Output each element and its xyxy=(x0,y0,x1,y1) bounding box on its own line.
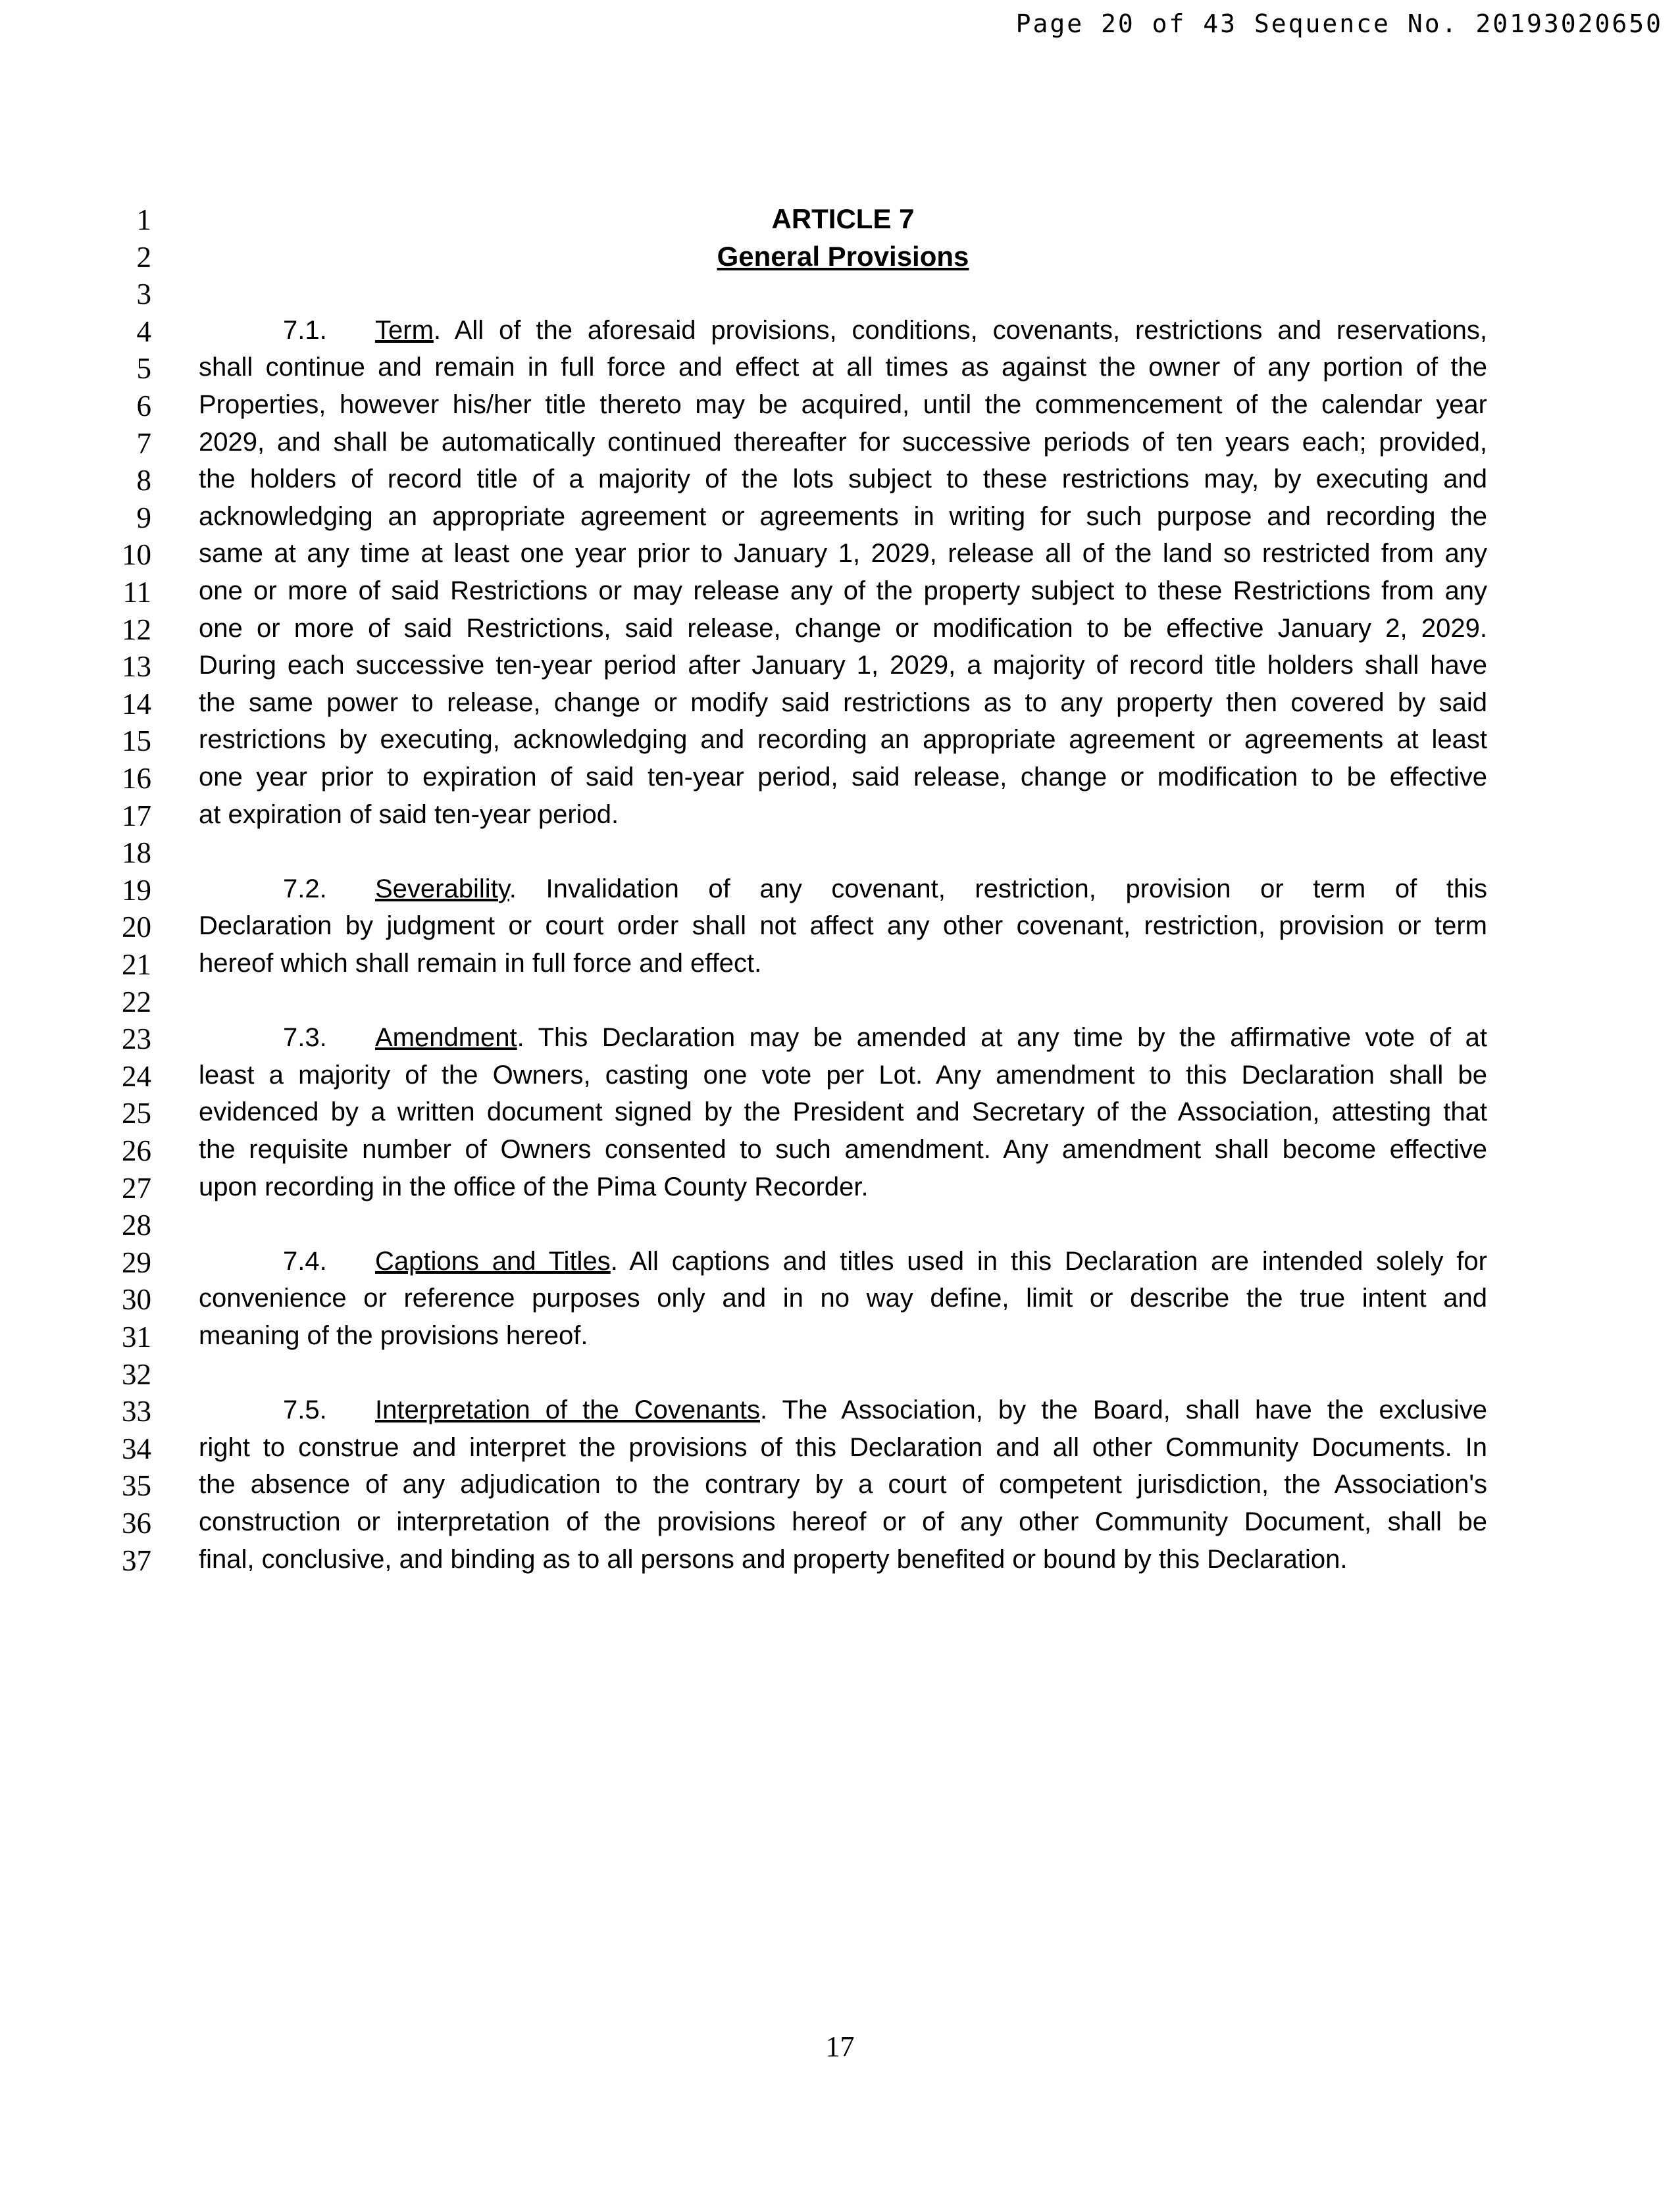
section-1-line: same at any time at least one year prior to January 1, 2029, release all of the land so restricted from any xyxy=(199,539,1487,568)
section-2-line: Declaration by judgment or court order shall not affect any other covenant, restriction, provision or term xyxy=(199,911,1487,941)
line-number: 21 xyxy=(122,948,151,981)
line-number: 19 xyxy=(122,873,151,907)
article-subtitle-text: General Provisions xyxy=(717,240,969,272)
section-1-line: one or more of said Restrictions or may release any of the property subject to these Restrictions from any xyxy=(199,576,1487,605)
line-number: 37 xyxy=(122,1544,151,1577)
section-3-line: evidenced by a written document signed by the President and Secretary of the Association, attesting that xyxy=(199,1097,1487,1127)
line-number: 11 xyxy=(122,576,151,609)
section-1-first-line xyxy=(199,317,1487,343)
line-number: 20 xyxy=(122,911,151,944)
section-3-line: the requisite number of Owners consented to such amendment. Any amendment shall become effective xyxy=(199,1135,1487,1164)
recording-stamp: Page 20 of 43 Sequence No. 20193020650 xyxy=(1015,9,1663,38)
line-number: 1 xyxy=(136,203,151,236)
section-text: . All of the aforesaid provisions, conditions, covenants, restrictions and reservations, xyxy=(433,315,1487,345)
section-4-first-line xyxy=(199,1248,1487,1274)
line-number: 33 xyxy=(122,1395,151,1428)
section-number: 7.5. xyxy=(283,1396,327,1425)
section-number: 7.4. xyxy=(283,1246,327,1276)
line-number: 14 xyxy=(122,687,151,720)
section-4-line: meaning of the provisions hereof. xyxy=(199,1321,588,1350)
section-2-first-line xyxy=(199,876,1487,902)
line-number: 17 xyxy=(122,799,151,832)
line-number: 16 xyxy=(122,762,151,795)
section-text: . The Association, by the Board, shall have the exclusive xyxy=(760,1396,1487,1425)
section-1-line: Properties, however his/her title thereto may be acquired, until the commencement of the calendar year xyxy=(199,390,1487,419)
line-number: 23 xyxy=(122,1022,151,1056)
section-text: . All captions and titles used in this Declaration are intended solely for xyxy=(610,1246,1487,1276)
line-number: 15 xyxy=(122,724,151,758)
section-number: 7.3. xyxy=(283,1023,327,1053)
section-2-line: hereof which shall remain in full force and effect. xyxy=(199,949,762,978)
article-title: ARTICLE 7 xyxy=(771,203,915,234)
section-5-first-line xyxy=(199,1397,1487,1423)
section-heading: Amendment xyxy=(375,1023,517,1053)
line-number: 6 xyxy=(136,390,151,422)
line-number: 34 xyxy=(122,1432,151,1465)
section-1-line: restrictions by executing, acknowledging and recording an appropriate agreement or agreements at least xyxy=(199,725,1487,755)
line-number: 27 xyxy=(122,1171,151,1205)
line-number: 10 xyxy=(122,538,151,572)
section-5-line: the absence of any adjudication to the contrary by a court of competent jurisdiction, the Association's xyxy=(199,1470,1487,1499)
line-number: 29 xyxy=(122,1245,151,1279)
line-number: 8 xyxy=(136,464,151,497)
section-1-line: acknowledging an appropriate agreement or agreements in writing for such purpose and recording the xyxy=(199,501,1487,531)
line-number: 7 xyxy=(136,426,151,460)
section-heading: Captions and Titles xyxy=(375,1246,611,1276)
section-text: . This Declaration may be amended at any time by the affirmative vote of at xyxy=(517,1023,1487,1053)
line-number: 25 xyxy=(122,1097,151,1130)
article-subtitle xyxy=(199,240,1487,272)
line-number: 5 xyxy=(136,352,151,386)
line-number: 12 xyxy=(122,613,151,646)
section-3-line: upon recording in the office of the Pima County Recorder. xyxy=(199,1172,869,1201)
section-3-first-line xyxy=(199,1024,1487,1051)
line-number: 32 xyxy=(122,1357,151,1391)
line-number: 2 xyxy=(136,240,151,274)
section-1-line: the holders of record title of a majority of the lots subject to these restrictions may, by executing and xyxy=(199,465,1487,494)
section-5-line: right to construe and interpret the provisions of this Declaration and all other Community Documents. In xyxy=(199,1432,1487,1462)
page-number: 17 xyxy=(825,2030,855,2063)
line-number: 3 xyxy=(136,278,151,311)
section-3-line: least a majority of the Owners, casting one vote per Lot. Any amendment to this Declaration shall be xyxy=(199,1060,1487,1090)
section-heading: Interpretation of the Covenants xyxy=(375,1396,761,1425)
section-5-line: final, conclusive, and binding as to all persons and property benefited or bound by this Declaration. xyxy=(199,1544,1348,1574)
section-1-line: 2029, and shall be automatically continued thereafter for successive periods of ten years each; provided, xyxy=(199,427,1487,457)
line-number: 35 xyxy=(122,1469,151,1503)
line-number: 9 xyxy=(136,501,151,534)
line-number: 18 xyxy=(122,836,151,870)
section-4-line: convenience or reference purposes only and in no way define, limit or describe the true intent and xyxy=(199,1284,1487,1313)
line-number: 26 xyxy=(122,1134,151,1167)
line-number: 36 xyxy=(122,1507,151,1540)
section-1-line: shall continue and remain in full force and effect at all times as against the owner of any portion of the xyxy=(199,353,1487,382)
line-number: 30 xyxy=(122,1283,151,1317)
section-heading: Term xyxy=(375,315,434,345)
line-number: 22 xyxy=(122,985,151,1019)
section-heading: Severability xyxy=(375,874,509,903)
section-1-line: the same power to release, change or modify said restrictions as to any property then covered by said xyxy=(199,688,1487,717)
line-number: 4 xyxy=(136,315,151,348)
section-1-line: During each successive ten-year period after January 1, 2029, a majority of record title holders shall have xyxy=(199,651,1487,680)
line-number: 13 xyxy=(122,650,151,684)
section-text: . Invalidation of any covenant, restriction, provision or term of this xyxy=(509,874,1487,903)
section-5-line: construction or interpretation of the provisions hereof or of any other Community Document, shall be xyxy=(199,1507,1487,1536)
line-number: 24 xyxy=(122,1059,151,1093)
section-1-line: one year prior to expiration of said ten-year period, said release, change or modification to be effective xyxy=(199,763,1487,792)
section-number: 7.2. xyxy=(283,874,327,903)
section-number: 7.1. xyxy=(283,315,327,345)
line-number: 28 xyxy=(122,1209,151,1242)
section-1-line: at expiration of said ten-year period. xyxy=(199,799,619,829)
section-1-line: one or more of said Restrictions, said release, change or modification to be effective January 2, 2029. xyxy=(199,613,1487,643)
line-number: 31 xyxy=(122,1321,151,1353)
